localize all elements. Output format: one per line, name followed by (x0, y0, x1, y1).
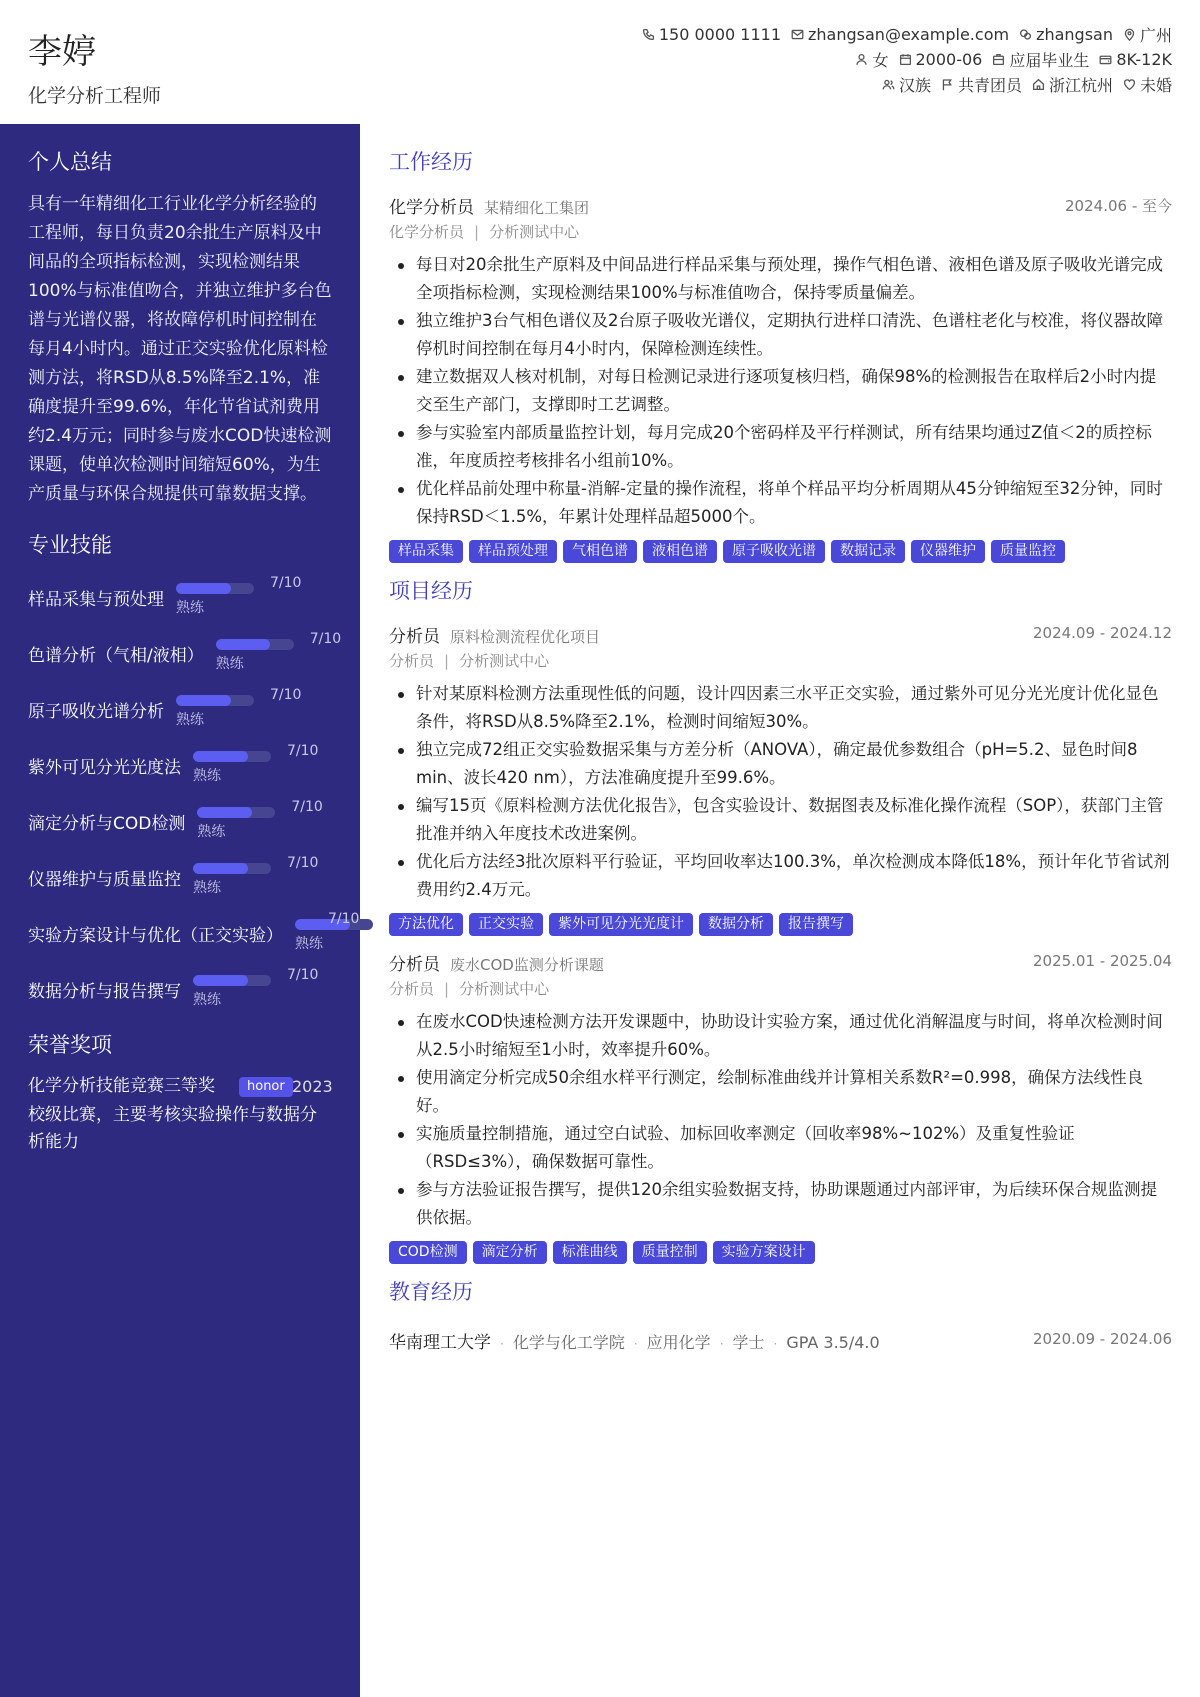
resume-header (0, 0, 1200, 124)
contact-text: zhangsan (1036, 25, 1113, 44)
bullet-item: 在废水COD快速检测方法开发课题中，协助设计实验方案，通过优化消解温度与时间，将单次检测时间从2.5小时缩短至1小时，效率提升60%。 (416, 1008, 1172, 1064)
bullet-item: 优化后方法经3批次原料平行验证，平均回收率达100.3%，单次检测成本降低18%，预计年化节省试剂费用约2.4万元。 (416, 848, 1172, 904)
contact-text: 广州 (1139, 26, 1172, 45)
dot-separator: · (500, 1337, 504, 1351)
honor-year: 2023 (292, 1077, 333, 1096)
skill-name: 紫外可见分光光度法 (28, 758, 181, 778)
contact-text: 未婚 (1139, 76, 1172, 95)
people-icon (882, 78, 895, 91)
contact-info (612, 22, 1172, 97)
skill-level: 熟练 (193, 768, 221, 784)
bullet-item: 使用滴定分析完成50余组水样平行测定，绘制标准曲线并计算相关系数R²=0.998，确保方法线性良好。 (416, 1064, 1172, 1120)
project-sub-dept: 分析测试中心 (459, 652, 550, 670)
contact-item (1099, 50, 1172, 69)
contact-text: 共青团员 (957, 76, 1022, 95)
project-sub-role: 分析员 (389, 980, 435, 998)
bullet-item: 独立维护3台气相色谱仪及2台原子吸收光谱仪，定期执行进样口清洗、色谱柱老化与校准，将仪器故障停机时间控制在每月4小时内，保障检测连续性。 (416, 307, 1172, 363)
contact-text: 女 (872, 51, 889, 70)
skill-tag: 液相色谱 (643, 540, 717, 563)
contact-row (612, 47, 1172, 72)
dot-separator: · (773, 1337, 778, 1351)
project-role: 分析员 (389, 627, 440, 647)
edu-college: 化学与化工学院 (512, 1333, 625, 1352)
skill-level: 熟练 (193, 992, 221, 1008)
location-icon (1123, 28, 1136, 41)
summary-text: 具有一年精细化工行业化学分析经验的工程师，每日负责20余批生产原料及中间品的全项指标检测，实现检测结果100%与标准值吻合，并独立维护多台色谱与光谱仪器，将故障停机时间控制在每月4小时内。通过正交实验优化原料检测方法，将RSD从8.5%降至2.1%，准确度提升至99.6%，年化节省试剂费用约2.4万元；同时参与废水COD快速检测课题，使单次检测时间缩短60%，为生产质量与环保合规提供可靠数据支撑。 (28, 194, 332, 504)
bullet-item: 针对某原料检测方法重现性低的问题，设计四因素三水平正交实验，通过紫外可见分光光度计优化显色条件，将RSD从8.5%降至2.1%，检测时间缩短30%。 (416, 680, 1172, 736)
separator: | (444, 652, 450, 670)
skill-tag: COD检测 (389, 1241, 467, 1264)
skill-bar (176, 695, 254, 706)
contact-text: 150 0000 1111 (658, 25, 782, 44)
contact-item (1123, 23, 1172, 46)
work-date: 2024.06 - 至今 (1065, 197, 1172, 215)
skill-tag: 紫外可见分光光度计 (549, 913, 693, 936)
skill-bar-fill (193, 863, 248, 874)
skill-tag: 标准曲线 (553, 1241, 627, 1264)
candidate-title: 化学分析工程师 (28, 85, 162, 107)
contact-item (992, 48, 1089, 71)
contact-item (899, 50, 983, 69)
project-sub (389, 650, 1172, 671)
skill-score: 7/10 (270, 575, 302, 591)
work-sub (389, 221, 1172, 242)
skill-item (28, 573, 332, 629)
contact-text: 浙江杭州 (1048, 76, 1113, 95)
edu-major: 应用化学 (646, 1333, 711, 1352)
dot-separator: · (719, 1337, 724, 1351)
skill-score: 7/10 (287, 967, 319, 983)
skill-level: 熟练 (295, 936, 323, 952)
heart-icon (1123, 78, 1136, 91)
honors-heading: 荣誉奖项 (28, 1033, 112, 1057)
skill-bar-fill (216, 639, 271, 650)
project-sub-dept: 分析测试中心 (459, 980, 550, 998)
project-name: 废水COD监测分析课题 (450, 956, 604, 974)
skill-tag: 报告撰写 (779, 913, 853, 936)
project-entry (389, 950, 1172, 1264)
skill-bar-fill (193, 751, 248, 762)
skill-level: 熟练 (193, 880, 221, 896)
home-icon (1032, 78, 1045, 91)
contact-text: 应届毕业生 (1009, 51, 1090, 70)
work-tags (389, 540, 1172, 563)
skill-score: 7/10 (287, 855, 319, 871)
skill-score: 7/10 (328, 911, 360, 927)
skill-item (28, 965, 332, 1021)
edu-gpa: GPA 3.5/4.0 (786, 1333, 880, 1352)
contact-text: 汉族 (898, 76, 931, 95)
work-heading: 工作经历 (389, 150, 473, 174)
contact-item (882, 73, 931, 96)
separator: | (474, 223, 480, 241)
skill-score: 7/10 (270, 687, 302, 703)
skill-name: 滴定分析与COD检测 (28, 814, 186, 834)
contact-item (855, 48, 888, 71)
bullet-item: 每日对20余批生产原料及中间品进行样品采集与预处理，操作气相色谱、液相色谱及原子吸收光谱完成全项指标检测，实现检测结果100%与标准值吻合，保持零质量偏差。 (416, 251, 1172, 307)
project-date: 2025.01 - 2025.04 (1032, 952, 1172, 970)
edu-school: 华南理工大学 (389, 1333, 491, 1353)
skill-bar (193, 863, 271, 874)
honor-badge: honor (239, 1077, 293, 1097)
skill-level: 熟练 (215, 656, 244, 672)
edu-degree: 学士 (732, 1333, 765, 1352)
bullet-item: 实施质量控制措施，通过空白试验、加标回收率测定（回收率98%~102%）及重复性验证（RSD≤3%），确保数据可靠性。 (416, 1120, 1172, 1176)
skill-item (28, 909, 360, 965)
email-icon (791, 28, 804, 41)
contact-item (1019, 25, 1113, 44)
skill-item (28, 685, 332, 741)
skill-bar-fill (193, 975, 248, 986)
skill-tag: 正交实验 (469, 913, 543, 936)
skill-bar (197, 807, 275, 818)
calendar-icon (899, 53, 912, 66)
skill-bar (216, 639, 294, 650)
candidate-name: 李婷 (28, 32, 96, 72)
skill-item (28, 741, 332, 797)
dot-separator: · (633, 1337, 638, 1351)
contact-item (1032, 73, 1113, 96)
honor-name: 化学分析技能竞赛三等奖 (28, 1076, 215, 1096)
skill-bar-fill (176, 583, 231, 594)
contact-row (612, 72, 1172, 97)
skill-bar-fill (176, 695, 231, 706)
summary-heading: 个人总结 (28, 150, 112, 174)
project-role: 分析员 (389, 955, 440, 975)
skill-score: 7/10 (309, 631, 342, 647)
wechat-icon (1019, 28, 1032, 41)
project-tags (389, 1241, 1172, 1264)
work-sub-dept: 分析测试中心 (489, 223, 580, 241)
education-heading: 教育经历 (389, 1280, 473, 1304)
bullet-item: 优化样品前处理中称量-消解-定量的操作流程，将单个样品平均分析周期从45分钟缩短至32分钟，同时保持RSD＜1.5%，年累计处理样品超5000个。 (416, 475, 1172, 531)
skill-bar (176, 583, 254, 594)
contact-text: 8K-12K (1116, 50, 1172, 69)
skill-level: 熟练 (176, 600, 204, 616)
contact-item (941, 73, 1022, 96)
skill-tag: 原子吸收光谱 (723, 540, 825, 563)
honor-description: 校级比赛，主要考核实验操作与数据分析能力 (28, 1105, 317, 1152)
skills-heading: 专业技能 (28, 533, 112, 557)
skill-tag: 数据记录 (831, 540, 905, 563)
skill-name: 样品采集与预处理 (28, 590, 164, 610)
skill-item (28, 853, 332, 909)
skill-tag: 滴定分析 (473, 1241, 547, 1264)
skill-name: 仪器维护与质量监控 (28, 870, 181, 890)
main-content (389, 124, 1172, 1354)
skill-level: 熟练 (176, 712, 204, 728)
skill-item (28, 797, 332, 853)
skill-name: 原子吸收光谱分析 (28, 702, 164, 722)
skill-item (28, 629, 342, 685)
phone-icon (642, 28, 655, 41)
skill-tag: 实验方案设计 (713, 1241, 815, 1264)
contact-item (1123, 73, 1172, 96)
project-entry (389, 622, 1172, 936)
skill-tag: 样品预处理 (469, 540, 557, 563)
work-sub-role: 化学分析员 (389, 223, 465, 241)
honor-item (28, 1073, 332, 1100)
project-sub-role: 分析员 (389, 652, 435, 670)
skill-tag: 样品采集 (389, 540, 463, 563)
skills-list (28, 573, 360, 1021)
work-role: 化学分析员 (389, 198, 474, 218)
skill-tag: 仪器维护 (911, 540, 985, 563)
work-org: 某精细化工集团 (484, 199, 590, 217)
skill-name: 数据分析与报告撰写 (28, 982, 181, 1002)
bullet-item: 建立数据双人核对机制，对每日检测记录进行逐项复核归档，确保98%的检测报告在取样后2小时内提交至生产部门，支撑即时工艺调整。 (416, 363, 1172, 419)
project-name: 原料检测流程优化项目 (450, 628, 601, 646)
contact-item (642, 25, 781, 44)
project-bullets (389, 1008, 1172, 1232)
skill-bar-fill (197, 807, 252, 818)
bullet-item: 参与实验室内部质量监控计划，每月完成20个密码样及平行样测试，所有结果均通过Z值＜2的质控标准，年度质控考核排名小组前10%。 (416, 419, 1172, 475)
bullet-item: 编写15页《原料检测方法优化报告》，包含实验设计、数据图表及标准化操作流程（SOP），获部门主管批准并纳入年度技术改进案例。 (416, 792, 1172, 848)
skill-bar (193, 975, 271, 986)
edu-date: 2020.09 - 2024.06 (1032, 1330, 1172, 1348)
projects-list (389, 622, 1172, 1264)
contact-item (791, 25, 1009, 44)
separator: | (444, 980, 450, 998)
skill-tag: 气相色谱 (563, 540, 637, 563)
sidebar (0, 124, 360, 1697)
bullet-item: 参与方法验证报告撰写，提供120余组实验数据支持，协助课题通过内部评审，为后续环保合规监测提供依据。 (416, 1176, 1172, 1232)
skill-score: 7/10 (291, 799, 323, 815)
project-date: 2024.09 - 2024.12 (1032, 624, 1172, 642)
project-tags (389, 913, 1172, 936)
wallet-icon (1099, 53, 1112, 66)
skill-bar (193, 751, 271, 762)
skill-score: 7/10 (287, 743, 319, 759)
skill-name: 色谱分析（气相/液相） (28, 646, 204, 666)
work-entry (389, 193, 1172, 563)
skill-tag: 质量控制 (633, 1241, 707, 1264)
skill-tag: 质量监控 (991, 540, 1065, 563)
bullet-item: 独立完成72组正交实验数据采集与方差分析（ANOVA），确定最优参数组合（pH=5.2、显色时间8 min、波长420 nm），方法准确度提升至99.6%。 (416, 736, 1172, 792)
user-icon (855, 53, 868, 66)
skill-level: 熟练 (197, 824, 226, 840)
skill-tag: 数据分析 (699, 913, 773, 936)
contact-text: 2000-06 (915, 50, 983, 69)
building-icon (992, 53, 1005, 66)
project-bullets (389, 680, 1172, 904)
flag-icon (941, 78, 954, 91)
skill-tag: 方法优化 (389, 913, 463, 936)
work-bullets (389, 251, 1172, 531)
contact-text: zhangsan@example.com (808, 25, 1010, 44)
project-heading: 项目经历 (389, 579, 473, 603)
skill-name: 实验方案设计与优化（正交实验） (28, 926, 283, 946)
education-entry (389, 1328, 1172, 1354)
contact-row (612, 22, 1172, 47)
project-sub (389, 978, 1172, 999)
